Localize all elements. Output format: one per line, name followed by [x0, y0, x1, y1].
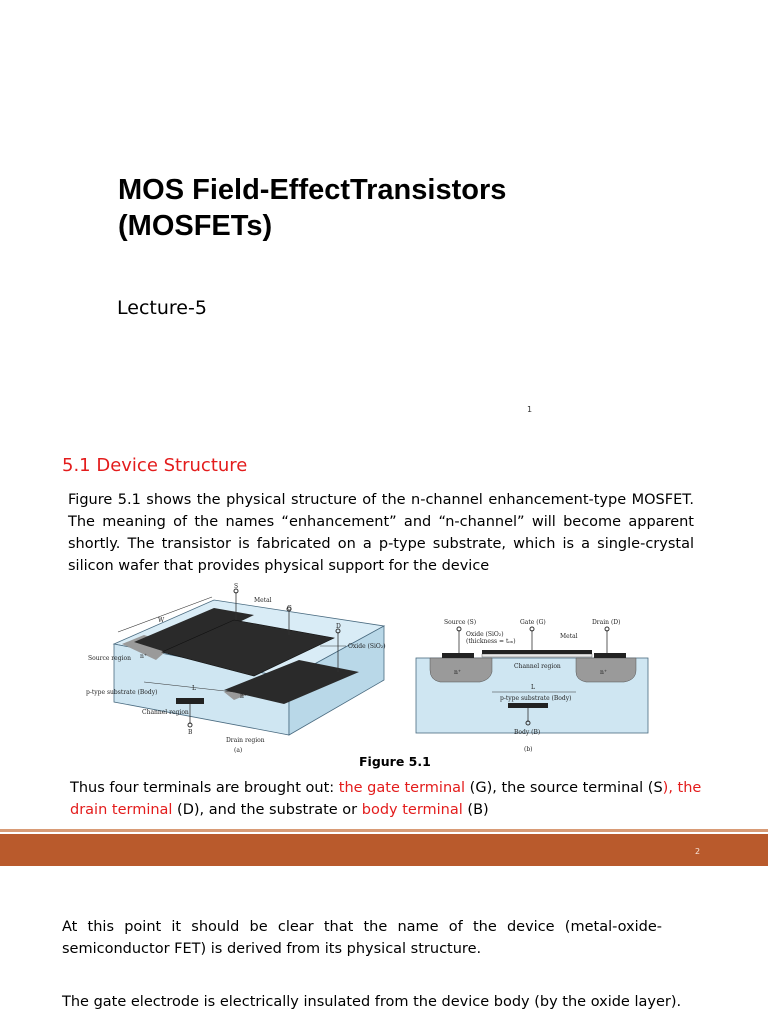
label-a: (a)	[234, 747, 243, 754]
label-channel-b: Channel region	[514, 663, 561, 670]
mosfet-structure-diagram	[84, 580, 650, 755]
label-d: D	[336, 623, 341, 630]
terminals-text-2: (G), the source terminal (S	[465, 780, 663, 796]
label-n-plus-b1: n⁺	[454, 669, 462, 676]
lecture-label: Lecture-5	[117, 297, 207, 319]
terminals-paragraph	[70, 777, 710, 821]
terminals-text-5: (B)	[462, 802, 489, 818]
label-oxide-b: Oxide (SiO₂)	[466, 631, 504, 638]
figure-b	[416, 619, 648, 753]
figure-a	[86, 583, 386, 754]
label-substrate-b: p-type substrate (Body)	[500, 695, 572, 702]
terminals-text-4: (D), and the substrate or	[172, 802, 362, 818]
figure-caption: Figure 5.1	[359, 754, 431, 769]
label-b: B	[188, 729, 193, 736]
label-thickness-b: (thickness = tₒₓ)	[466, 638, 516, 645]
name-origin-paragraph: At this point it should be clear that the name of the device (metal-oxide-semiconductor FET) is derived from its physical structure.	[62, 919, 662, 957]
gate-terminal-highlight: the gate terminal	[338, 780, 466, 796]
label-drain-region: Drain region	[226, 737, 265, 744]
label-body-b: Body (B)	[514, 729, 541, 736]
label-l-b: L	[531, 684, 535, 691]
label-b-sub: (b)	[524, 746, 533, 753]
section-heading: 5.1 Device Structure	[62, 455, 248, 476]
page-number-1: 1	[527, 405, 533, 414]
gate-insulation-paragraph: The gate electrode is electrically insulated from the device body (by the oxide layer).	[62, 994, 682, 1010]
label-oxide: Oxide (SiO₂)	[348, 643, 386, 650]
label-n-plus-b2: n⁺	[600, 669, 608, 676]
label-n-plus-a1: n⁺	[140, 653, 148, 660]
label-n-plus-a2: n⁺	[240, 693, 248, 700]
slide-title	[118, 172, 678, 244]
label-source-region: Source region	[88, 655, 131, 662]
body-terminal-highlight: body terminal	[361, 802, 463, 818]
label-source-b: Source (S)	[444, 619, 477, 626]
label-channel-a: Channel region	[142, 709, 189, 716]
intro-paragraph: Figure 5.1 shows the physical structure of the n-channel enhancement-type MOSFET. The meaning of the names “enhancement” and “n-channel” will become apparent shortly. The transistor is fabricated on a p-type substrate, which is a single-crystal silicon wafer that provides physical support for the device	[68, 492, 694, 574]
label-s: S	[234, 583, 239, 590]
label-w: W	[158, 617, 165, 624]
footer-bar	[0, 834, 768, 866]
title-line-1: MOS Field-EffectTransistors	[118, 174, 507, 206]
label-gate-b: Gate (G)	[520, 619, 546, 626]
footer-divider	[0, 829, 768, 832]
figure-5-1	[84, 580, 650, 755]
label-g: G	[287, 605, 292, 612]
label-metal-b: Metal	[560, 633, 578, 640]
title-line-2: (MOSFETs)	[118, 210, 273, 242]
terminals-text-1: Thus four terminals are brought out:	[70, 780, 339, 796]
page-number-2: 2	[695, 847, 701, 856]
label-drain-b: Drain (D)	[592, 619, 621, 626]
drain-terminal-highlight: ), the drain terminal	[70, 780, 702, 818]
label-metal: Metal	[254, 597, 272, 604]
label-substrate-a: p-type substrate (Body)	[86, 689, 158, 696]
label-l-a: L	[192, 685, 196, 692]
